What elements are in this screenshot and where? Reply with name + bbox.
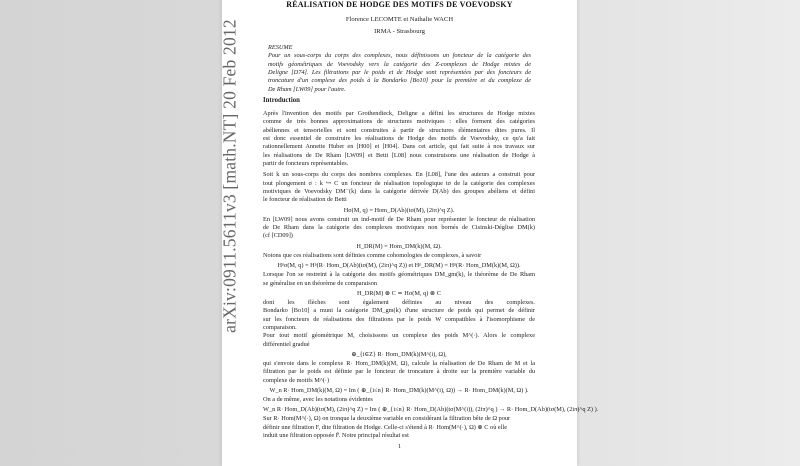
text-line: complexe de motifs M^(·)	[263, 376, 330, 384]
text-line: (cf [CD09])	[263, 232, 293, 240]
abstract-line: Deligne [D74]. Les filtrations par le poids et de Hodge sont représentées par des foncteurs de	[268, 69, 531, 77]
text-line: comparaison.	[263, 323, 297, 331]
abstract-line: Pour un sous-corps du corps des complexes, nous définissons un foncteur de la catégorie des	[268, 52, 531, 60]
text-line: En [LW09] nous avons construit un ind-motif de De Rham pour représenter le foncteur de réalisation	[263, 215, 535, 223]
text-line: motiviques de Voevodsky DM⁻(k) dans la catégorie dérivée D(Ab) des groupes abéliens et défini	[263, 188, 535, 196]
text-line: partir de foncteurs représentables.	[263, 160, 349, 168]
text-line: les réalisations de De Rham [LW09] et Betti [L08] nous construisons une réalisation de Hodge à	[263, 151, 535, 159]
paper-title: RÉALISATION DE HODGE DES MOTIFS DE VOEVODSKY	[286, 0, 513, 9]
equation: H_DR(M) ⊗ C ≃ Hσ(M, q) ⊗ C	[357, 289, 441, 297]
paragraph	[263, 216, 535, 241]
equation: W_n R· Hom_D(Ab)(tσ(M), (2iπ)^q Z) = Im ( ⊕_{i≤n} R· Hom_D(Ab)(tσ(M^(i)), (2iπ)^q ) → R· Hom_D(Ab)(tσ(M), (2iπ)^q Z) ).	[263, 406, 599, 414]
section-heading-introduction: Introduction	[263, 97, 300, 105]
text-line: le foncteur de réalisation de Betti	[263, 196, 347, 204]
abstract-heading: RESUME	[268, 44, 293, 51]
affiliation: IRMA - Strasbourg	[374, 28, 425, 35]
paragraph	[263, 396, 535, 404]
equation: W_n R· Hom_DM(k)(M, Ω) = Im ( ⊕_{i≤n} R· Hom_DM(k)(M^(i), Ω)) → R· Hom_DM(k)(M, Ω) ).	[269, 386, 529, 394]
paragraph	[263, 252, 535, 260]
paragraph	[263, 360, 535, 385]
arxiv-stamp: arXiv:0911.5611v3 [math.NT] 20 Feb 2012	[219, 19, 240, 333]
abstract-line: De Rham [LW09] pour l'autre.	[268, 85, 346, 93]
text-line: abéliennes et tensorielles et sont construites à partir de structures élémentaires dites pures. Il	[263, 126, 535, 134]
authors: Florence LECOMTE et Nathalie WACH	[345, 16, 454, 23]
text-line: Bondarko [Bo10] a muni la catégorie DM_gm(k) d'une structure de poids qui permet de définir	[263, 307, 535, 315]
paragraph	[263, 299, 535, 349]
equation: Hσ(M, q) = Hom_D(Ab)(tσ(M), (2iπ)^q Z).	[343, 206, 455, 214]
abstract-line: motifs géométriques de Voevodsky vers la catégorie des Z-complexes de Hodge mixtes de	[268, 60, 531, 68]
text-line: est donc essentiel de construire les réalisations de Hodge des motifs de Voevodsky, ce qu'a fait	[263, 135, 535, 143]
paragraph	[263, 271, 535, 288]
text-line: sur les foncteurs de réalisations des filtrations par le poids W compatibles à l'isomorphisme de	[263, 315, 535, 323]
body-text	[263, 110, 599, 440]
text-line: On a de même, avec les notations évidentes	[263, 395, 373, 403]
text-line: différentiel gradué	[263, 340, 310, 348]
equation: H_DR(M) = Hom_DM(k)(M, Ω).	[356, 242, 442, 250]
text-line: Notons que ces réalisations sont définies comme cohomologies de complexes, à savoir	[263, 251, 482, 259]
text-line: rationnellement Annette Huber en [H00] et [H04]. Dans cet article, qui fait suite à nos travaux sur	[263, 143, 535, 151]
text-line: Sur R· Hom(M^(·), Ω) on tronque la deuxième variable en considérant la filtration bête de Ω pour	[263, 415, 511, 423]
abstract-line: troncature d'un complexe des poids à la Bondarko [Bo10] pour la première et du complexe de	[268, 77, 531, 85]
page-number: 1	[397, 443, 402, 450]
text-line: tout plongement σ : k ↪ C un foncteur de réalisation topologique tσ de la catégorie des complexes	[263, 179, 535, 187]
text-line: Après l'invention des motifs par Grothendieck, Deligne a défini les structures de Hodge mixtes	[263, 110, 535, 117]
text-line: Lorsque l'on se restreint à la catégorie des motifs géométriques DM_gm(k), le théorème de De Rham	[263, 271, 535, 279]
text-line: Soit k un sous-corps du corps des nombres complexes. En [L08], l'une des auteurs a construit pour	[263, 171, 535, 179]
abstract	[263, 44, 531, 106]
abstract-body	[268, 52, 531, 94]
text-line: qui s'envoie dans le complexe R· Hom_DM(k)(M, Ω), calcule la réalisation de De Rham de M et la	[263, 359, 535, 367]
paragraph	[263, 110, 535, 168]
text-line: comme de très bonnes approximations de structures motiviques : elles forment des catégories	[263, 118, 535, 126]
paragraph	[263, 171, 535, 204]
equation: ⊕_{i∈Z} R· Hom_DM(k)(M^(i), Ω),	[351, 350, 447, 358]
text-line: filtration par le poids est définie par le foncteur de troncature à droite sur la première variable du	[263, 368, 535, 376]
text-line: dont les flèches sont également définies au niveau des complexes.	[263, 298, 535, 306]
text-line: définir une filtration F, dite filtration de Hodge. Celle-ci s'étend à R· Hom(M^(·), Ω) ⊗ C où elle	[263, 423, 508, 431]
text-line: de De Rham dans la catégorie des complexes motiviques non bornés de Cisinski-Déglise DM(k)	[263, 224, 535, 232]
text-line: Pour tout motif géométrique M, choisissons un complexe des poids M^(·). Alors le complexe	[263, 332, 535, 340]
paragraph	[263, 415, 535, 440]
text-line: se généralise en un théorème de comparaison	[263, 279, 377, 287]
equation: Hᵖσ(M, q) = Hᵖ(R· Hom_D(Ab)(tσ(M), (2iπ)^q Z)) et Hᵖ_DR(M) = Hᵖ(R· Hom_DM(k)(M, Ω)).	[277, 262, 521, 270]
text-line: induit une filtration opposée F̄. Notre principal résultat est	[263, 431, 409, 439]
